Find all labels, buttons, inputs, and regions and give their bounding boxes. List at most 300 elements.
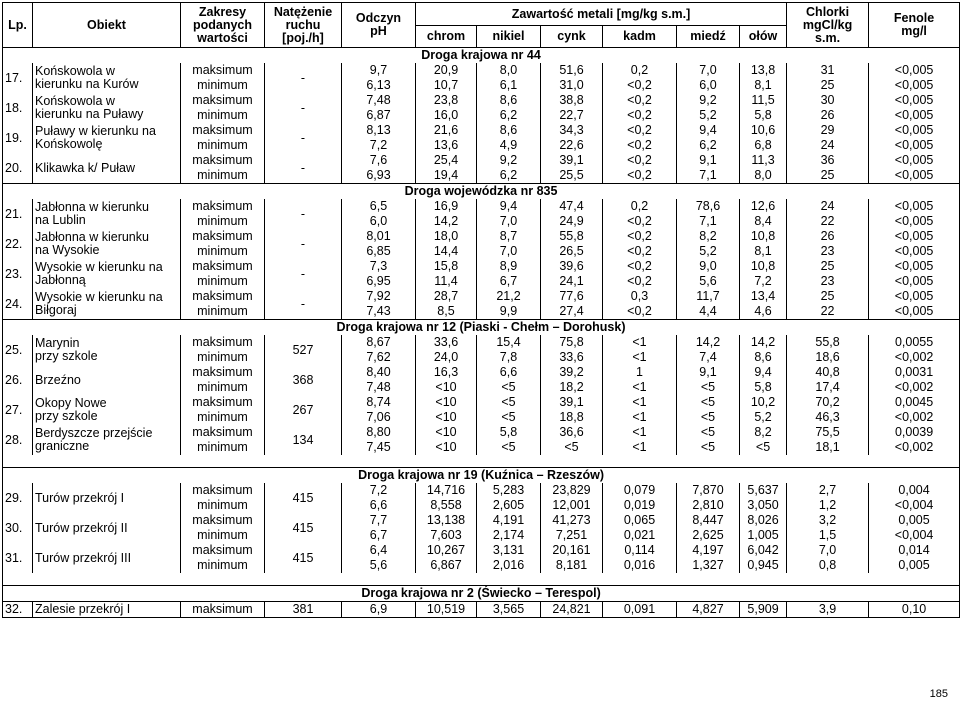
table-row xyxy=(3,602,960,618)
obiekt-line-2: na Lublin xyxy=(35,213,86,227)
row-lp: 31. xyxy=(3,543,33,573)
value-cell: 5,2 xyxy=(677,244,740,259)
row-range: minimum xyxy=(181,108,265,123)
value-cell: 18,6 xyxy=(787,350,869,365)
row-range: minimum xyxy=(181,78,265,93)
obiekt-line-1: Turów przekrój I xyxy=(35,490,125,505)
row-obiekt xyxy=(33,543,181,573)
value-cell: 16,3 xyxy=(416,365,477,380)
row-range: maksimum xyxy=(181,335,265,350)
value-cell: <0,2 xyxy=(603,78,677,93)
row-obiekt xyxy=(33,395,181,425)
value-cell: 7,48 xyxy=(342,93,416,108)
row-obiekt xyxy=(33,425,181,455)
row-range: maksimum xyxy=(181,513,265,528)
value-cell: 47,4 xyxy=(541,199,603,214)
value-cell: 7,870 xyxy=(677,483,740,498)
value-cell: 0,8 xyxy=(787,558,869,573)
value-cell: 10,2 xyxy=(740,395,787,410)
value-cell: <0,005 xyxy=(869,289,960,304)
value-cell: <5 xyxy=(677,410,740,425)
value-cell: 36 xyxy=(787,153,869,168)
value-cell: 24 xyxy=(787,199,869,214)
value-cell: 5,6 xyxy=(677,274,740,289)
value-cell: 11,5 xyxy=(740,93,787,108)
value-cell: 0,3 xyxy=(603,289,677,304)
value-cell: <5 xyxy=(477,410,541,425)
value-cell: <0,004 xyxy=(869,498,960,513)
value-cell: <0,005 xyxy=(869,78,960,93)
value-cell: <0,005 xyxy=(869,199,960,214)
value-cell: 8,13 xyxy=(342,123,416,138)
value-cell: 7,8 xyxy=(477,350,541,365)
row-traffic: 368 xyxy=(265,365,342,395)
row-range: minimum xyxy=(181,498,265,513)
value-cell: 0,004 xyxy=(869,483,960,498)
value-cell: 39,1 xyxy=(541,153,603,168)
value-cell: 4,827 xyxy=(677,602,740,618)
row-lp: 24. xyxy=(3,289,33,320)
row-lp: 19. xyxy=(3,123,33,153)
row-gap xyxy=(3,573,960,586)
value-cell: 6,85 xyxy=(342,244,416,259)
value-cell: 6,042 xyxy=(740,543,787,558)
value-cell: 6,13 xyxy=(342,78,416,93)
row-range: minimum xyxy=(181,304,265,320)
value-cell: 36,6 xyxy=(541,425,603,440)
value-cell: 6,93 xyxy=(342,168,416,184)
value-cell: 22,6 xyxy=(541,138,603,153)
table-row xyxy=(3,199,960,214)
value-cell: 7,92 xyxy=(342,289,416,304)
value-cell: 46,3 xyxy=(787,410,869,425)
section-title: Droga krajowa nr 12 (Piaski - Chełm – Dorohusk) xyxy=(3,320,960,336)
value-cell: <0,2 xyxy=(603,259,677,274)
row-range: maksimum xyxy=(181,199,265,214)
value-cell: 8,74 xyxy=(342,395,416,410)
value-cell: 2,810 xyxy=(677,498,740,513)
value-cell: 7,6 xyxy=(342,153,416,168)
row-traffic: - xyxy=(265,289,342,320)
row-traffic: 415 xyxy=(265,513,342,543)
value-cell: 18,0 xyxy=(416,229,477,244)
value-cell: <0,005 xyxy=(869,214,960,229)
col-odczyn: Odczyn pH xyxy=(342,3,416,48)
value-cell: 7,603 xyxy=(416,528,477,543)
value-cell: 7,62 xyxy=(342,350,416,365)
value-cell: 8,026 xyxy=(740,513,787,528)
section-title: Droga wojewódzka nr 835 xyxy=(3,184,960,200)
value-cell: <0,2 xyxy=(603,274,677,289)
value-cell: <5 xyxy=(477,380,541,395)
table-row xyxy=(3,543,960,558)
value-cell: 34,3 xyxy=(541,123,603,138)
value-cell: <0,005 xyxy=(869,229,960,244)
page-number: 185 xyxy=(929,688,948,700)
col-obiekt: Obiekt xyxy=(33,3,181,48)
row-traffic: 415 xyxy=(265,483,342,513)
value-cell: 25 xyxy=(787,168,869,184)
value-cell: <0,2 xyxy=(603,168,677,184)
value-cell: <0,2 xyxy=(603,93,677,108)
value-cell: 0,0031 xyxy=(869,365,960,380)
value-cell: 6,5 xyxy=(342,199,416,214)
obiekt-line-1: Jabłonna w kierunku xyxy=(35,200,149,214)
value-cell: 24,821 xyxy=(541,602,603,618)
value-cell: 6,2 xyxy=(477,108,541,123)
value-cell: 75,8 xyxy=(541,335,603,350)
value-cell: <0,2 xyxy=(603,244,677,259)
value-cell: 5,283 xyxy=(477,483,541,498)
obiekt-line-2: na Wysokie xyxy=(35,243,100,257)
table-row xyxy=(3,93,960,108)
value-cell: 11,3 xyxy=(740,153,787,168)
col-zakresy: Zakresy podanych wartości xyxy=(181,3,265,48)
value-cell: 6,2 xyxy=(477,168,541,184)
row-traffic: 134 xyxy=(265,425,342,455)
value-cell: 16,9 xyxy=(416,199,477,214)
value-cell: 8,447 xyxy=(677,513,740,528)
value-cell: 5,637 xyxy=(740,483,787,498)
value-cell: 12,001 xyxy=(541,498,603,513)
value-cell: 22 xyxy=(787,214,869,229)
value-cell: 0,0045 xyxy=(869,395,960,410)
row-obiekt xyxy=(33,365,181,395)
value-cell: 24,9 xyxy=(541,214,603,229)
row-obiekt xyxy=(33,153,181,184)
obiekt-line-1: Wysokie w kierunku na xyxy=(35,290,163,304)
value-cell: 33,6 xyxy=(416,335,477,350)
col-lp: Lp. xyxy=(3,3,33,48)
value-cell: 15,4 xyxy=(477,335,541,350)
value-cell: 4,4 xyxy=(677,304,740,320)
value-cell: 23 xyxy=(787,274,869,289)
value-cell: <0,005 xyxy=(869,63,960,78)
value-cell: 40,8 xyxy=(787,365,869,380)
row-traffic: - xyxy=(265,259,342,289)
value-cell: 3,9 xyxy=(787,602,869,618)
value-cell: 18,2 xyxy=(541,380,603,395)
value-cell: 16,0 xyxy=(416,108,477,123)
value-cell: 4,6 xyxy=(740,304,787,320)
value-cell: 1,2 xyxy=(787,498,869,513)
row-range: maksimum xyxy=(181,63,265,78)
value-cell: 0,114 xyxy=(603,543,677,558)
value-cell: 20,161 xyxy=(541,543,603,558)
value-cell: 6,7 xyxy=(342,528,416,543)
value-cell: 1,327 xyxy=(677,558,740,573)
value-cell: 9,2 xyxy=(677,93,740,108)
row-range: minimum xyxy=(181,350,265,365)
value-cell: 0,0055 xyxy=(869,335,960,350)
table-row xyxy=(3,259,960,274)
value-cell: 25 xyxy=(787,259,869,274)
value-cell: 7,1 xyxy=(677,214,740,229)
row-lp: 26. xyxy=(3,365,33,395)
row-range: maksimum xyxy=(181,259,265,274)
value-cell: 8,0 xyxy=(740,168,787,184)
table-row xyxy=(3,425,960,440)
value-cell: 0,091 xyxy=(603,602,677,618)
value-cell: 5,8 xyxy=(740,380,787,395)
value-cell: 6,0 xyxy=(677,78,740,93)
value-cell: 7,43 xyxy=(342,304,416,320)
value-cell: 10,7 xyxy=(416,78,477,93)
value-cell: <0,005 xyxy=(869,168,960,184)
value-cell: 38,8 xyxy=(541,93,603,108)
obiekt-line-1: Wysokie w kierunku na xyxy=(35,260,163,274)
value-cell: <1 xyxy=(603,410,677,425)
value-cell: <0,2 xyxy=(603,138,677,153)
value-cell: 4,197 xyxy=(677,543,740,558)
obiekt-line-2: Biłgoraj xyxy=(35,303,77,317)
section-title: Droga krajowa nr 19 (Kuźnica – Rzeszów) xyxy=(3,468,960,484)
value-cell: 2,605 xyxy=(477,498,541,513)
value-cell: 7,4 xyxy=(677,350,740,365)
obiekt-line-1: Turów przekrój III xyxy=(35,550,132,565)
table-row xyxy=(3,483,960,498)
value-cell: 5,8 xyxy=(740,108,787,123)
value-cell: 22 xyxy=(787,304,869,320)
value-cell: 10,519 xyxy=(416,602,477,618)
value-cell: <0,005 xyxy=(869,93,960,108)
value-cell: 0,065 xyxy=(603,513,677,528)
value-cell: 0,945 xyxy=(740,558,787,573)
row-range: maksimum xyxy=(181,365,265,380)
value-cell: 55,8 xyxy=(787,335,869,350)
value-cell: 9,9 xyxy=(477,304,541,320)
section-title: Droga krajowa nr 2 (Świecko – Terespol) xyxy=(3,586,960,602)
row-traffic: 381 xyxy=(265,602,342,618)
row-obiekt xyxy=(33,229,181,259)
value-cell: 10,8 xyxy=(740,229,787,244)
value-cell: 2,7 xyxy=(787,483,869,498)
value-cell: 8,6 xyxy=(477,123,541,138)
value-cell: <0,005 xyxy=(869,108,960,123)
value-cell: 27,4 xyxy=(541,304,603,320)
value-cell: 14,2 xyxy=(740,335,787,350)
value-cell: 9,2 xyxy=(477,153,541,168)
value-cell: 6,867 xyxy=(416,558,477,573)
value-cell: 6,0 xyxy=(342,214,416,229)
row-lp: 32. xyxy=(3,602,33,618)
value-cell: 23 xyxy=(787,244,869,259)
row-range: maksimum xyxy=(181,229,265,244)
value-cell: 9,1 xyxy=(677,365,740,380)
value-cell: 2,625 xyxy=(677,528,740,543)
value-cell: <0,002 xyxy=(869,440,960,455)
value-cell: 8,2 xyxy=(677,229,740,244)
value-cell: 7,1 xyxy=(677,168,740,184)
value-cell: 2,174 xyxy=(477,528,541,543)
value-cell: 0,005 xyxy=(869,558,960,573)
value-cell: 70,2 xyxy=(787,395,869,410)
value-cell: 5,909 xyxy=(740,602,787,618)
value-cell: 14,2 xyxy=(416,214,477,229)
value-cell: <1 xyxy=(603,350,677,365)
row-lp: 25. xyxy=(3,335,33,365)
row-traffic: 267 xyxy=(265,395,342,425)
value-cell: <1 xyxy=(603,335,677,350)
value-cell: 6,9 xyxy=(342,602,416,618)
value-cell: 7,7 xyxy=(342,513,416,528)
value-cell: 6,95 xyxy=(342,274,416,289)
value-cell: <5 xyxy=(740,440,787,455)
obiekt-line-1: Berdyszcze przejście xyxy=(35,426,153,440)
value-cell: 1,005 xyxy=(740,528,787,543)
value-cell: <0,002 xyxy=(869,380,960,395)
row-obiekt: Zalesie przekrój I xyxy=(33,602,181,618)
value-cell: <10 xyxy=(416,410,477,425)
value-cell: 3,131 xyxy=(477,543,541,558)
row-range: maksimum xyxy=(181,153,265,168)
value-cell: 7,2 xyxy=(342,483,416,498)
col-natezenie: Natężenie ruchu [poj./h] xyxy=(265,3,342,48)
value-cell: 8,1 xyxy=(740,244,787,259)
value-cell: <0,005 xyxy=(869,304,960,320)
value-cell: 26 xyxy=(787,229,869,244)
value-cell: 7,0 xyxy=(677,63,740,78)
table-body xyxy=(3,48,960,618)
value-cell: 3,565 xyxy=(477,602,541,618)
value-cell: 39,1 xyxy=(541,395,603,410)
value-cell: 6,2 xyxy=(677,138,740,153)
row-traffic: 527 xyxy=(265,335,342,365)
value-cell: <10 xyxy=(416,440,477,455)
value-cell: 6,8 xyxy=(740,138,787,153)
value-cell: 8,6 xyxy=(477,93,541,108)
value-cell: 6,6 xyxy=(477,365,541,380)
row-range: minimum xyxy=(181,274,265,289)
value-cell: 23,829 xyxy=(541,483,603,498)
value-cell: <0,002 xyxy=(869,410,960,425)
row-range: minimum xyxy=(181,244,265,259)
value-cell: 19,4 xyxy=(416,168,477,184)
value-cell: 6,6 xyxy=(342,498,416,513)
value-cell: 41,273 xyxy=(541,513,603,528)
value-cell: 7,2 xyxy=(342,138,416,153)
value-cell: <0,005 xyxy=(869,153,960,168)
value-cell: <0,2 xyxy=(603,304,677,320)
value-cell: 6,7 xyxy=(477,274,541,289)
col-metale: Zawartość metali [mg/kg s.m.] xyxy=(416,3,787,26)
value-cell: 11,4 xyxy=(416,274,477,289)
value-cell: 25,5 xyxy=(541,168,603,184)
value-cell: <1 xyxy=(603,395,677,410)
value-cell: 33,6 xyxy=(541,350,603,365)
row-obiekt xyxy=(33,259,181,289)
value-cell: <1 xyxy=(603,425,677,440)
row-obiekt xyxy=(33,513,181,543)
obiekt-line-2: graniczne xyxy=(35,439,90,453)
value-cell: 9,0 xyxy=(677,259,740,274)
value-cell: 78,6 xyxy=(677,199,740,214)
row-range: maksimum xyxy=(181,425,265,440)
table-row xyxy=(3,365,960,380)
value-cell: 17,4 xyxy=(787,380,869,395)
value-cell: 25 xyxy=(787,289,869,304)
obiekt-line-2: przy szkole xyxy=(35,409,98,423)
value-cell: <5 xyxy=(477,440,541,455)
value-cell: 31,0 xyxy=(541,78,603,93)
value-cell: <0,2 xyxy=(603,123,677,138)
value-cell: 8,5 xyxy=(416,304,477,320)
row-range: maksimum xyxy=(181,289,265,304)
row-traffic: - xyxy=(265,153,342,184)
value-cell: 0,005 xyxy=(869,513,960,528)
value-cell: <0,2 xyxy=(603,108,677,123)
table-row xyxy=(3,63,960,78)
value-cell: 0,021 xyxy=(603,528,677,543)
value-cell: 14,2 xyxy=(677,335,740,350)
row-range: minimum xyxy=(181,168,265,184)
row-lp: 27. xyxy=(3,395,33,425)
value-cell: 24,1 xyxy=(541,274,603,289)
value-cell: 11,7 xyxy=(677,289,740,304)
value-cell: 10,6 xyxy=(740,123,787,138)
table-row xyxy=(3,153,960,168)
value-cell: 0,2 xyxy=(603,63,677,78)
value-cell: <0,005 xyxy=(869,259,960,274)
row-range: maksimum xyxy=(181,93,265,108)
value-cell: 26,5 xyxy=(541,244,603,259)
value-cell: <5 xyxy=(677,425,740,440)
value-cell: <5 xyxy=(677,440,740,455)
section-title: Droga krajowa nr 44 xyxy=(3,48,960,64)
value-cell: 8,6 xyxy=(740,350,787,365)
row-lp: 28. xyxy=(3,425,33,455)
value-cell: <1 xyxy=(603,440,677,455)
value-cell: 0,019 xyxy=(603,498,677,513)
row-range: minimum xyxy=(181,380,265,395)
value-cell: <10 xyxy=(416,380,477,395)
row-obiekt xyxy=(33,289,181,320)
value-cell: 7,0 xyxy=(477,244,541,259)
value-cell: 8,80 xyxy=(342,425,416,440)
value-cell: <0,005 xyxy=(869,274,960,289)
value-cell: 0,016 xyxy=(603,558,677,573)
value-cell: 20,9 xyxy=(416,63,477,78)
row-lp: 30. xyxy=(3,513,33,543)
value-cell: 8,2 xyxy=(740,425,787,440)
value-cell: <0,2 xyxy=(603,229,677,244)
value-cell: 7,06 xyxy=(342,410,416,425)
row-lp: 20. xyxy=(3,153,33,184)
table-row xyxy=(3,123,960,138)
value-cell: 21,2 xyxy=(477,289,541,304)
value-cell: 29 xyxy=(787,123,869,138)
row-lp: 18. xyxy=(3,93,33,123)
value-cell: 7,3 xyxy=(342,259,416,274)
value-cell: <0,005 xyxy=(869,138,960,153)
value-cell: 14,4 xyxy=(416,244,477,259)
value-cell: 5,8 xyxy=(477,425,541,440)
obiekt-line-1: Turów przekrój II xyxy=(35,520,128,535)
value-cell: 28,7 xyxy=(416,289,477,304)
row-range: minimum xyxy=(181,528,265,543)
row-range: minimum xyxy=(181,558,265,573)
value-cell: 7,0 xyxy=(477,214,541,229)
value-cell: 5,2 xyxy=(677,108,740,123)
col-fenole: Fenole mg/l xyxy=(869,3,960,48)
value-cell: 13,6 xyxy=(416,138,477,153)
value-cell: 77,6 xyxy=(541,289,603,304)
table-row xyxy=(3,229,960,244)
obiekt-line-2: Końskowolę xyxy=(35,137,103,151)
value-cell: 25,4 xyxy=(416,153,477,168)
value-cell: 24 xyxy=(787,138,869,153)
value-cell: <0,002 xyxy=(869,350,960,365)
